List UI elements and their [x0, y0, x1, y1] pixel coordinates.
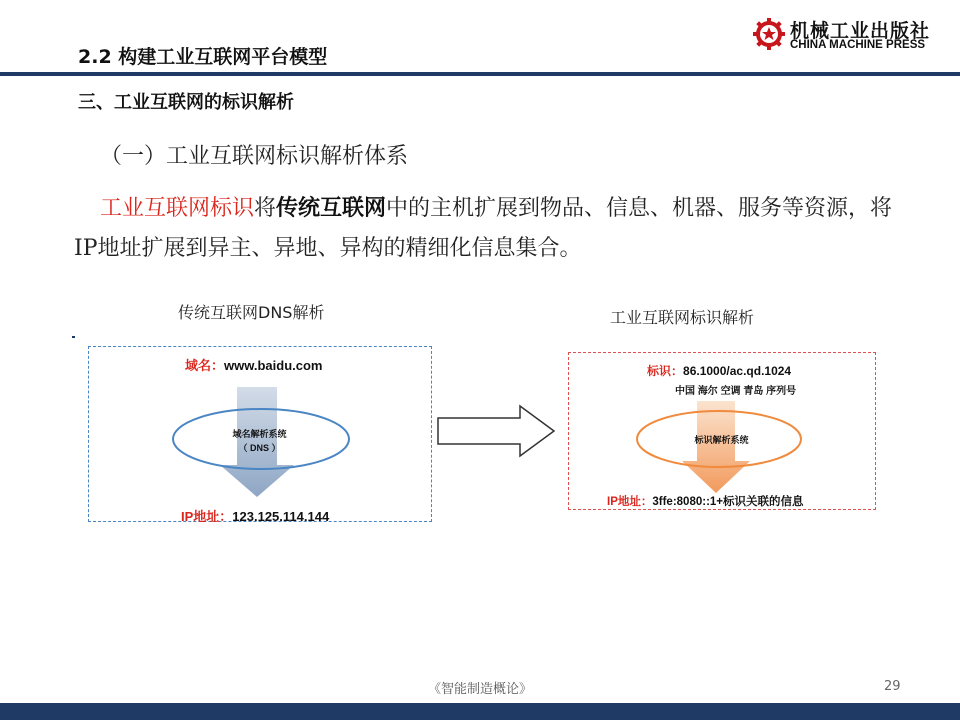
down-arrow-icon: [682, 401, 750, 493]
decorative-mark: [72, 336, 75, 338]
id-part-company: 海尔: [697, 386, 718, 397]
header-title: 2.2 构建工业互联网平台模型: [78, 46, 328, 68]
dns-diagram-box: [88, 346, 432, 522]
gear-emblem-icon: [752, 17, 786, 51]
footer-bar: [0, 703, 960, 720]
domain-line: 域名：www.baidu.com: [185, 358, 323, 373]
header-divider: [0, 72, 960, 76]
id-part-product: 空调: [720, 386, 741, 397]
identifier-line: 标识：86.1000/ac.qd.1024: [647, 364, 792, 378]
footer-book-title: 《智能制造概论》: [427, 682, 532, 697]
identifier-parts: [675, 382, 796, 397]
body-paragraph: [74, 188, 904, 269]
term-industrial-identifier: 工业互联网标识: [100, 196, 255, 221]
page-number: 29: [884, 679, 901, 694]
id-part-city: 青岛: [743, 386, 764, 397]
logo-chinese-name: 机械工业出版社: [790, 20, 931, 42]
right-arrow-icon: [436, 404, 558, 458]
ip-address-line: IP地址：123.125.114.144: [181, 509, 330, 524]
dns-system-sublabel: （ DNS ）: [238, 443, 281, 453]
publisher-logo: [752, 14, 958, 58]
identifier-diagram-box: [568, 352, 876, 510]
identifier-ip-line: IP地址：3ffe:8080::1+标识关联的信息: [607, 496, 804, 508]
paragraph-text: 中的主机扩展到物品、信息、机器、服务等资源，将IP地址扩展到异主、异地、异构的精细化信息集合。: [74, 196, 893, 261]
identifier-system-label: 标识解析系统: [694, 435, 749, 445]
term-traditional-internet: 传统互联网: [276, 195, 387, 221]
dns-system-label: 域名解析系统: [232, 429, 287, 439]
figure-left-caption: 传统互联网DNS解析: [178, 303, 325, 322]
id-part-country: 中国: [675, 386, 695, 397]
id-part-serial: 序列号: [766, 386, 797, 397]
figure-right-caption: 工业互联网标识解析: [610, 308, 755, 327]
subsection-title: （一）工业互联网标识解析体系: [100, 144, 409, 169]
paragraph-text: 将: [254, 196, 277, 221]
logo-english-name: CHINA MACHINE PRESS: [790, 39, 926, 51]
section-title: 三、工业互联网的标识解析: [78, 92, 294, 113]
